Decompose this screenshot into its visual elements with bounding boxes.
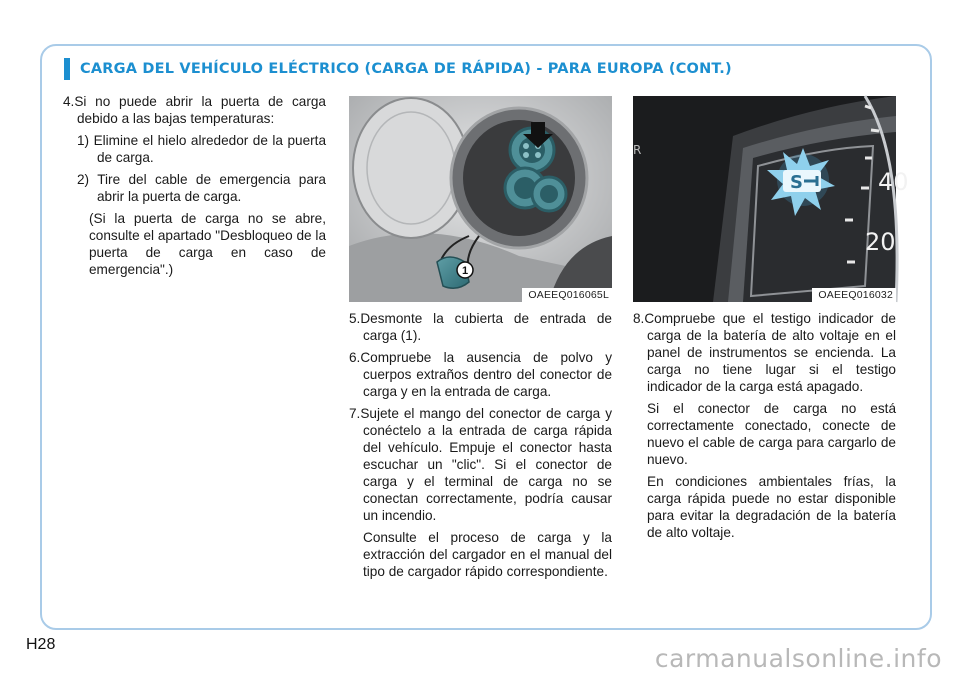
watermark: carmanualsonline.info [654, 644, 942, 673]
callout-1: 1 [461, 265, 469, 277]
step-6: 6.Compruebe la ausencia de polvo y cuerpos extraños dentro del conector de carga y en la entrada de carga. [349, 350, 612, 399]
gauge-40-label: 40 [878, 168, 909, 196]
figure-1-code: OAEEQ016065L [522, 288, 612, 302]
step-8-note-1: Si el conector de carga no está correctamente conectado, conecte de nuevo el cable de carga para cargarlo de nuevo. [647, 401, 896, 467]
step-7-note: Consulte el proceso de carga y la extracción del cargador en el manual del tipo de cargador rápido correspondiente. [363, 530, 612, 579]
step-7: 7.Sujete el mango del conector de carga y conéctelo a la entrada de carga rápida del vehículo. Empuje el conector hasta escuchar un "clic". Si el conector de carga y el terminal de carga no se conectan correctamente, podría causar un incendio. [349, 406, 612, 523]
column-left [63, 93, 326, 283]
figure-instrument-cluster [633, 96, 909, 302]
figure-2-code: OAEEQ016032 [812, 288, 896, 302]
instrument-cluster-illustration [633, 96, 909, 302]
page-number: H28 [26, 636, 56, 653]
section-header [64, 57, 732, 81]
figure-charging-inlet [349, 96, 612, 302]
charging-inlet-illustration [349, 96, 612, 302]
svg-text:S: S [790, 172, 803, 193]
title-accent-bar [64, 58, 70, 80]
step-5: 5.Desmonte la cubierta de entrada de carga (1). [349, 311, 612, 343]
gauge-20-label: 20 [865, 228, 896, 256]
column-middle [349, 310, 612, 585]
substep-1: 1) Elimine el hielo alrededor de la puerta de carga. [77, 133, 326, 165]
step-4-note: (Si la puerta de carga no se abre, consulte el apartado "Desbloqueo de la puerta de carga en caso de emergencia".) [89, 211, 326, 277]
substep-2: 2) Tire del cable de emergencia para abrir la puerta de carga. [77, 172, 326, 204]
column-right [633, 310, 896, 546]
section-title: CARGA DEL VEHÍCULO ELÉCTRICO (CARGA DE RÁPIDA) - PARA EUROPA (CONT.) [80, 61, 732, 77]
gauge-r-label: R [633, 143, 642, 157]
step-8: 8.Compruebe que el testigo indicador de carga de la batería de alto voltaje en el panel de instrumentos se encienda. La carga no tiene lugar si el testigo indicador de la carga está apagado. [633, 311, 896, 394]
step-8-note-2: En condiciones ambientales frías, la carga rápida puede no estar disponible para evitar la degradación de la batería de alto voltaje. [647, 474, 896, 540]
step-4: 4.Si no puede abrir la puerta de carga debido a las bajas temperaturas: [63, 94, 326, 126]
